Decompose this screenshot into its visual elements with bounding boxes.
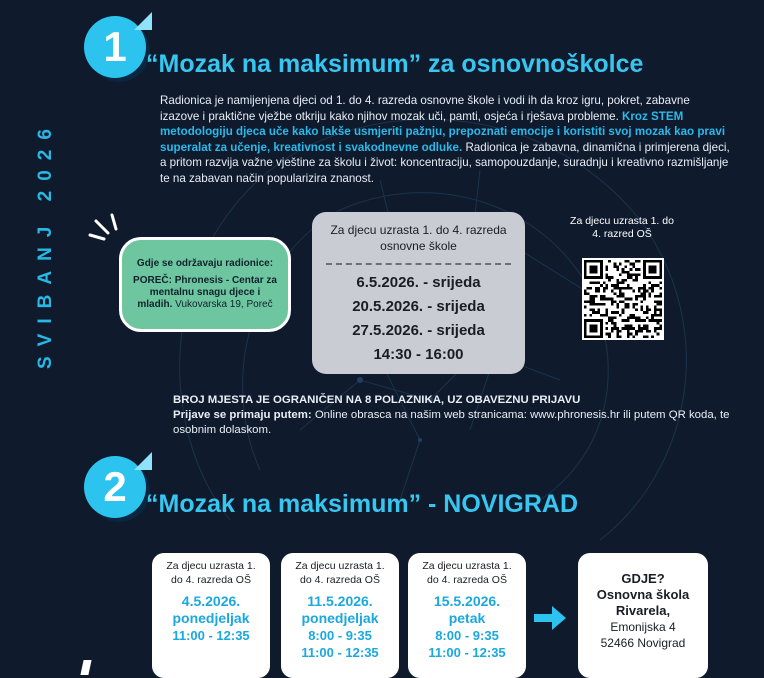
schedule-date: 6.5.2026. - srijeda — [356, 274, 481, 291]
intro-text-1: Radionica je namijenjena djeci od 1. do 4. razreda osnovne škole i vodi ih da kroz igru, pokret, zabavne izazove i praktične vježbe otkriju kako njihov mozak uči, pamti, osjeća i rješava probleme. — [160, 94, 690, 123]
location-address: Vukovarska 19, Poreč — [175, 299, 273, 310]
card-day: ponedjeljak — [301, 610, 379, 626]
section-1-title: “Mozak na maksimum” za osnovnoškolce — [146, 50, 644, 78]
qr-code-icon — [584, 260, 662, 338]
where-city: 52466 Novigrad — [600, 636, 686, 650]
section-2-title: “Mozak na maksimum” - NOVIGRAD — [146, 490, 579, 518]
badge-fold-icon — [134, 12, 152, 30]
location-place: POREČ: Phronesis - Centar za mentalnu snagu djece i mladih. — [133, 275, 277, 310]
novigrad-date-card — [152, 553, 270, 678]
section-2-number-badge — [84, 456, 146, 518]
schedule-card — [312, 212, 525, 374]
badge-fold-icon — [134, 452, 152, 470]
card-date: 11.5.2026. — [307, 593, 373, 609]
card-time: 8:00 - 9:35 — [308, 628, 372, 643]
section-1-description — [160, 93, 730, 187]
intro-text-2: Radionica je zabavna, dinamična i primjerena djeci, a pritom razvija važne vještine za školu i život: koncentraciju, samopouzdanje, suradnju i kreativno razmišljanje te na zabavan način popularizira znanost. — [160, 140, 730, 185]
where-street: Emonijska 4 — [610, 620, 676, 634]
card-date: 15.5.2026. — [433, 593, 501, 609]
section-1-number: 1 — [103, 23, 127, 70]
qr-code[interactable] — [582, 258, 664, 340]
where-name: Osnovna škola Rivarela, — [596, 587, 690, 618]
attention-burst-icon — [86, 213, 126, 249]
capacity-notice: BROJ MJESTA JE OGRANIČEN NA 8 POLAZNIKA, UZ OBAVEZNU PRIJAVU — [173, 394, 581, 406]
section-2-number: 2 — [103, 463, 127, 510]
card-time: 11:00 - 12:35 — [428, 645, 506, 660]
workshop-location-box — [119, 237, 291, 332]
card-date: 4.5.2026. — [181, 593, 241, 609]
schedule-heading: Za djecu uzrasta 1. do 4. razreda osnovne škole — [330, 223, 507, 253]
month-side-label: SVIBANJ 2026 — [35, 119, 56, 370]
intro-highlight: Kroz STEM metodologiju djeca uče kako lakše usmjeriti pažnju, prepoznati emocije i koristiti svoj mozak kao pravi superalat za učenje, kreativnost i svakodnevne odluke. — [160, 109, 726, 154]
section-1-number-badge — [84, 16, 146, 78]
card-heading: Za djecu uzrasta 1. do 4. razreda OŠ — [422, 560, 512, 586]
dashed-divider — [326, 263, 511, 265]
card-day: petak — [448, 610, 486, 626]
card-day: ponedjeljak — [172, 610, 250, 626]
schedule-date: 27.5.2026. - srijeda — [352, 322, 485, 339]
card-heading: Za djecu uzrasta 1. do 4. razreda OŠ — [295, 560, 385, 586]
card-time: 11:00 - 12:35 — [172, 628, 250, 643]
location-heading: Gdje se održavaju radionice: — [136, 258, 274, 269]
novigrad-date-card — [281, 553, 399, 678]
apply-label: Prijave se primaju putem: — [173, 409, 312, 421]
where-heading: GDJE? — [621, 571, 665, 586]
card-time: 8:00 - 9:35 — [435, 628, 499, 643]
schedule-date: 20.5.2026. - srijeda — [352, 298, 485, 315]
arrow-right-icon — [532, 603, 568, 633]
registration-note — [173, 393, 733, 438]
card-time: 11:00 - 12:35 — [301, 645, 379, 660]
novigrad-location-card — [578, 553, 708, 678]
qr-label: Za djecu uzrasta 1. do 4. razred OŠ — [570, 215, 674, 240]
card-heading: Za djecu uzrasta 1. do 4. razreda OŠ — [166, 560, 256, 586]
novigrad-date-card — [408, 553, 526, 678]
apply-text: Online obrasca na našim web stranicama: www.phronesis.hr ili putem QR koda, te osobnim dolaskom. — [173, 409, 730, 436]
schedule-time: 14:30 - 16:00 — [373, 346, 464, 363]
